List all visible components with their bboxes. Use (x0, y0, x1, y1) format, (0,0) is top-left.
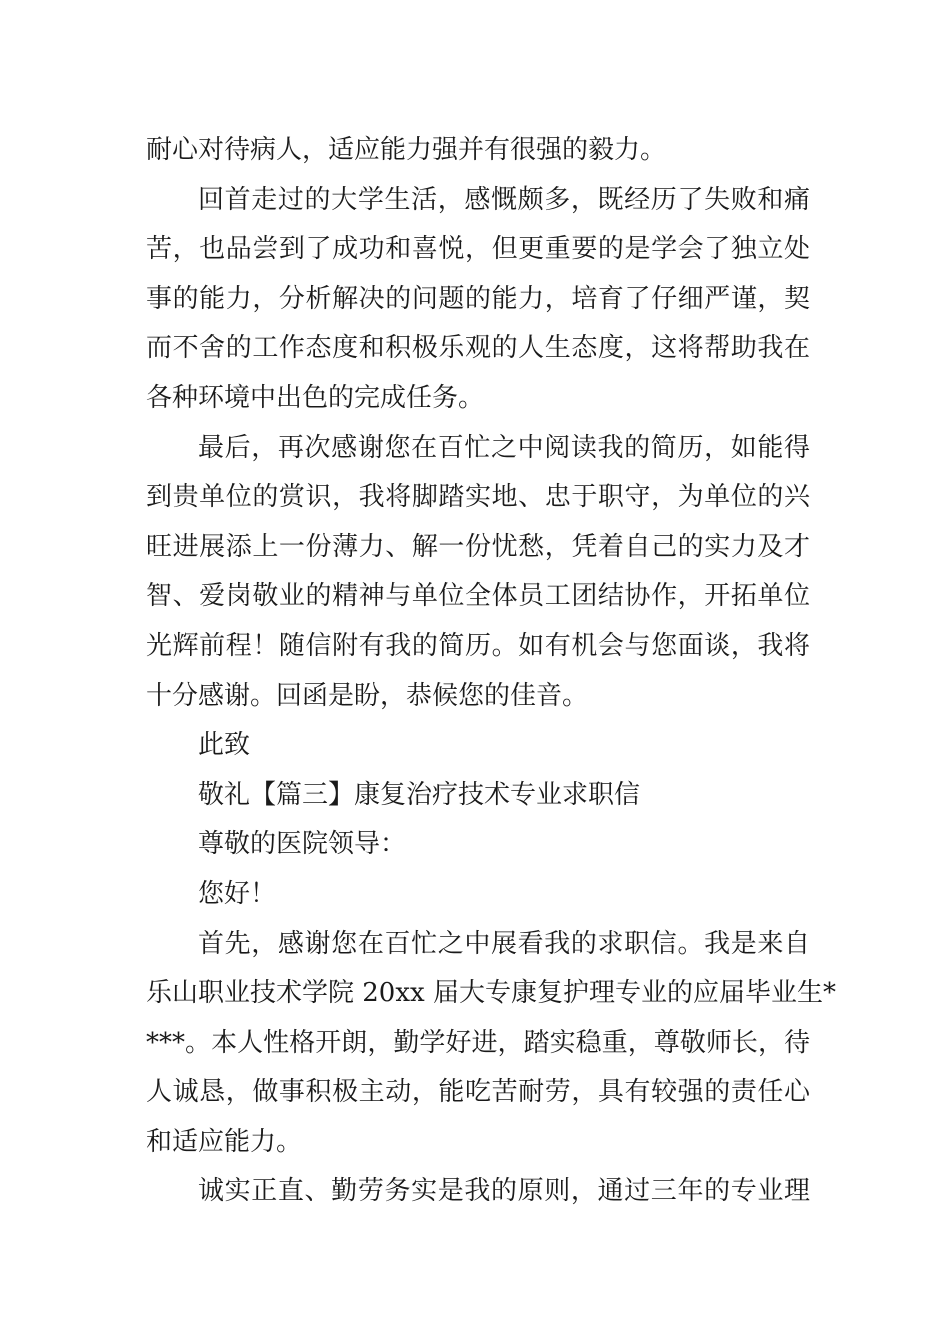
text-line: 和适应能力。 (146, 1126, 303, 1157)
section-heading: 敬礼【篇三】康复治疗技术专业求职信 (198, 779, 641, 810)
text-line: 耐心对待病人，适应能力强并有很强的毅力。 (146, 135, 667, 165)
text-line: 各种环境中出色的完成任务。 (146, 382, 485, 413)
text-line: 首先，感谢您在百忙之中展看我的求职信。我是来自 (198, 928, 810, 959)
text-line: 智、爱岗敬业的精神与单位全体员工团结协作，开拓单位 (146, 581, 810, 612)
text-line: 旺进展添上一份薄力、解一份忧愁，凭着自己的实力及才 (146, 531, 810, 562)
greeting: 您好！ (198, 878, 277, 909)
closing-salutation: 此致 (198, 730, 251, 761)
text-line: 最后，再次感谢您在百忙之中阅读我的简历，如能得 (198, 432, 810, 463)
text-line: ***。本人性格开朗，勤学好进，踏实稳重，尊敬师长，待 (146, 1027, 810, 1058)
text-line: 到贵单位的赏识，我将脚踏实地、忠于职守，为单位的兴 (146, 482, 810, 513)
text-line: 事的能力，分析解决的问题的能力，培育了仔细严谨，契 (146, 283, 810, 314)
letter-addressee: 尊敬的医院领导： (198, 829, 407, 860)
text-line: 人诚恳，做事积极主动，能吃苦耐劳，具有较强的责任心 (146, 1077, 810, 1108)
text-line: 乐山职业技术学院 20xx 届大专康复护理专业的应届毕业生* (146, 978, 836, 1009)
letter-body (146, 126, 836, 1217)
text-line: 十分感谢。回函是盼，恭候您的佳音。 (146, 680, 589, 711)
text-line: 诚实正直、勤劳务实是我的原则，通过三年的专业理 (198, 1176, 810, 1207)
text-line: 光辉前程！随信附有我的简历。如有机会与您面谈，我将 (146, 630, 810, 661)
text-line: 而不舍的工作态度和积极乐观的人生态度，这将帮助我在 (146, 333, 810, 364)
text-line: 回首走过的大学生活，感慨颇多，既经历了失败和痛 (198, 184, 810, 215)
text-line: 苦，也品尝到了成功和喜悦，但更重要的是学会了独立处 (146, 234, 810, 265)
